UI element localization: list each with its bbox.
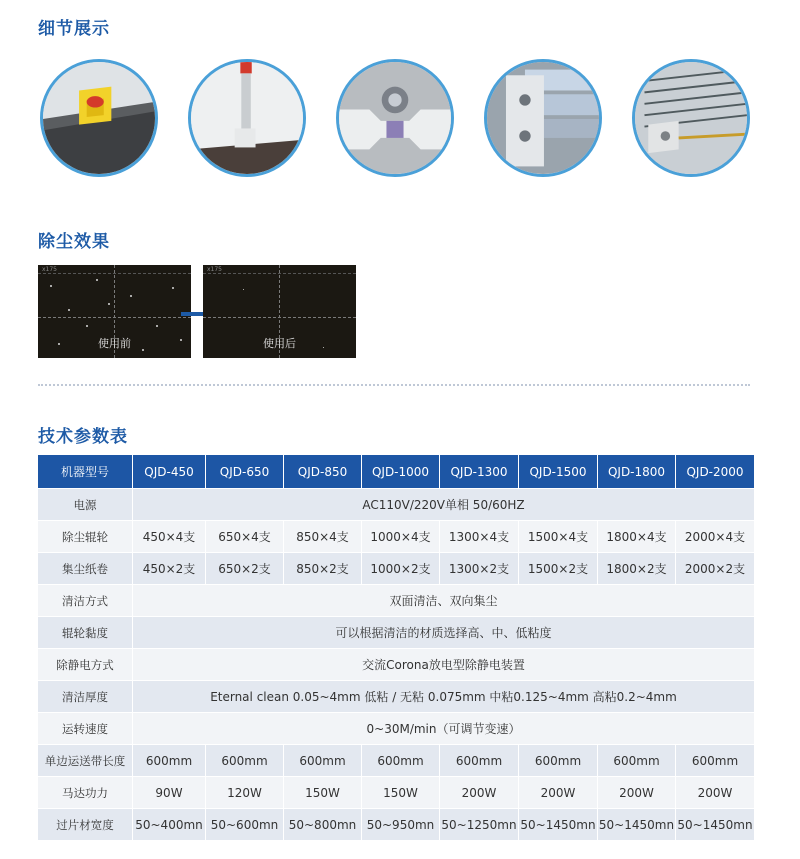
table-cell: 600mm xyxy=(597,744,675,776)
table-cell: 600mm xyxy=(439,744,518,776)
table-row-dust-roller xyxy=(38,520,754,552)
table-row-thickness xyxy=(38,680,754,712)
row-value: AC110V/220V单相 50/60HZ xyxy=(132,488,754,520)
table-cell: 650×2支 xyxy=(205,552,283,584)
table-cell: 50~800mn xyxy=(283,808,361,840)
dust-speck xyxy=(172,287,174,289)
table-cell: 50~950mn xyxy=(361,808,439,840)
table-cell: 450×2支 xyxy=(132,552,205,584)
dust-speck xyxy=(108,303,110,305)
table-row-paper-roll xyxy=(38,552,754,584)
table-cell: 600mm xyxy=(361,744,439,776)
dust-speck xyxy=(68,309,70,311)
header-cell: QJD-1000 xyxy=(361,455,439,488)
header-cell: QJD-850 xyxy=(283,455,361,488)
row-value: 0~30M/min（可调节变速） xyxy=(132,712,754,744)
spec-table xyxy=(38,455,754,840)
table-cell: 600mm xyxy=(132,744,205,776)
table-cell: 1500×2支 xyxy=(518,552,597,584)
table-cell: 50~1450mn xyxy=(518,808,597,840)
details-section-title: 细节展示 xyxy=(38,19,110,39)
spec-section-title: 技术参数表 xyxy=(38,427,128,447)
table-cell: 2000×4支 xyxy=(675,520,754,552)
dust-speck xyxy=(50,285,52,287)
table-cell: 1500×4支 xyxy=(518,520,597,552)
table-row-belt-length xyxy=(38,744,754,776)
table-cell: 850×4支 xyxy=(283,520,361,552)
signal-light-photo xyxy=(191,62,303,174)
table-cell: 150W xyxy=(283,776,361,808)
row-label: 清洁方式 xyxy=(38,584,132,616)
before-magnification: x175 xyxy=(42,266,58,273)
table-cell: 850×2支 xyxy=(283,552,361,584)
detail-photo-belt xyxy=(632,59,750,177)
after-label: 使用后 xyxy=(263,337,296,350)
row-value: 交流Corona放电型除静电装置 xyxy=(132,648,754,680)
table-cell: 200W xyxy=(518,776,597,808)
detail-photo-bracket xyxy=(336,59,454,177)
row-label: 电源 xyxy=(38,488,132,520)
row-label: 除静电方式 xyxy=(38,648,132,680)
table-cell: 600mm xyxy=(283,744,361,776)
table-row-motor xyxy=(38,776,754,808)
table-cell: 600mm xyxy=(205,744,283,776)
dust-speck xyxy=(86,325,88,327)
detail-photo-roller-holder xyxy=(40,59,158,177)
dust-before-panel xyxy=(38,265,191,358)
bracket-photo xyxy=(339,62,451,174)
dust-speck xyxy=(243,289,244,290)
table-cell: 90W xyxy=(132,776,205,808)
belt-photo xyxy=(635,62,747,174)
header-cell: 机器型号 xyxy=(38,455,132,488)
table-cell: 120W xyxy=(205,776,283,808)
header-cell: QJD-1300 xyxy=(439,455,518,488)
header-cell: QJD-1800 xyxy=(597,455,675,488)
table-row-static-mode xyxy=(38,648,754,680)
table-row-roller-tack xyxy=(38,616,754,648)
table-cell: 150W xyxy=(361,776,439,808)
table-row-power xyxy=(38,488,754,520)
table-cell: 200W xyxy=(439,776,518,808)
table-cell: 1800×2支 xyxy=(597,552,675,584)
after-magnification: x175 xyxy=(207,266,223,273)
row-label: 单边运送带长度 xyxy=(38,744,132,776)
row-label: 过片材宽度 xyxy=(38,808,132,840)
table-header-row xyxy=(38,455,754,488)
header-cell: QJD-450 xyxy=(132,455,205,488)
section-divider xyxy=(38,384,750,386)
table-cell: 600mm xyxy=(675,744,754,776)
row-value: Eternal clean 0.05~4mm 低粘 / 无粘 0.075mm 中粘0.125~4mm 高粘0.2~4mm xyxy=(132,680,754,712)
row-value: 可以根据清洁的材质选择高、中、低粘度 xyxy=(132,616,754,648)
table-cell: 50~1250mn xyxy=(439,808,518,840)
dust-after-panel xyxy=(203,265,356,358)
detail-photo-signal-light xyxy=(188,59,306,177)
before-label: 使用前 xyxy=(98,337,131,350)
dust-effect-section-title: 除尘效果 xyxy=(38,232,110,252)
table-cell: 1300×4支 xyxy=(439,520,518,552)
table-cell: 1000×2支 xyxy=(361,552,439,584)
row-label: 辊轮黏度 xyxy=(38,616,132,648)
detail-photo-rollers xyxy=(484,59,602,177)
table-cell: 600mm xyxy=(518,744,597,776)
table-cell: 50~400mn xyxy=(132,808,205,840)
header-cell: QJD-650 xyxy=(205,455,283,488)
table-row-speed xyxy=(38,712,754,744)
row-label: 马达功力 xyxy=(38,776,132,808)
dust-speck xyxy=(130,295,132,297)
row-value: 双面清洁、双向集尘 xyxy=(132,584,754,616)
rollers-photo xyxy=(487,62,599,174)
table-cell: 1000×4支 xyxy=(361,520,439,552)
table-cell: 2000×2支 xyxy=(675,552,754,584)
table-row-clean-mode xyxy=(38,584,754,616)
row-label: 除尘辊轮 xyxy=(38,520,132,552)
table-cell: 50~1450mn xyxy=(675,808,754,840)
header-cell: QJD-2000 xyxy=(675,455,754,488)
table-cell: 1800×4支 xyxy=(597,520,675,552)
roller-holder-photo xyxy=(43,62,155,174)
row-label: 运转速度 xyxy=(38,712,132,744)
table-cell: 650×4支 xyxy=(205,520,283,552)
table-cell: 450×4支 xyxy=(132,520,205,552)
table-cell: 50~600mn xyxy=(205,808,283,840)
table-cell: 1300×2支 xyxy=(439,552,518,584)
header-cell: QJD-1500 xyxy=(518,455,597,488)
table-cell: 200W xyxy=(597,776,675,808)
row-label: 集尘纸卷 xyxy=(38,552,132,584)
dust-speck xyxy=(96,279,98,281)
row-label: 清洁厚度 xyxy=(38,680,132,712)
table-row-width xyxy=(38,808,754,840)
table-cell: 50~1450mn xyxy=(597,808,675,840)
dust-speck xyxy=(156,325,158,327)
table-cell: 200W xyxy=(675,776,754,808)
